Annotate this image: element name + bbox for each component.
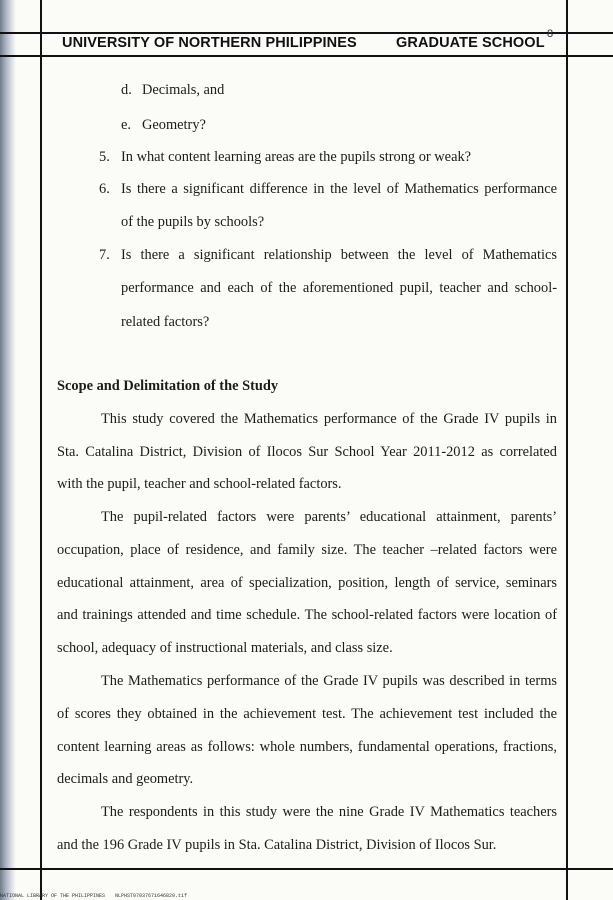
frame-right-border (566, 0, 568, 900)
library-name: NATIONAL LIBRARY OF THE PHILIPPINES (0, 893, 106, 899)
paragraph-4-line-2: and the 196 Grade IV pupils in Sta. Catalina District, Division of Ilocos Sur. (57, 837, 497, 853)
question-number-5: 5. (99, 149, 110, 165)
paragraph-2-line-3: educational attainment, area of specialization, position, length of service, seminars (57, 575, 557, 591)
frame-left-border (40, 0, 42, 900)
section-heading: Scope and Delimitation of the Study (57, 378, 279, 394)
paragraph-3-line-2: of scores they obtained in the achievement test. The achievement test included the (57, 706, 557, 722)
paragraph-3-line-1: The Mathematics performance of the Grade IV pupils was described in terms (101, 673, 557, 689)
list-item-d: Decimals, and (142, 82, 225, 98)
question-number-7: 7. (99, 247, 110, 263)
scan-footer (0, 893, 613, 900)
question-7-line-3: related factors? (121, 314, 210, 330)
paragraph-2-line-4: and trainings attended and time schedule. The school-related factors were location of (57, 607, 557, 623)
university-name: UNIVERSITY OF NORTHERN PHILIPPINES (62, 35, 357, 51)
footer-rule (0, 868, 613, 870)
paragraph-1-line-3: with the pupil, teacher and school-related factors. (57, 476, 342, 492)
list-item-e: Geometry? (142, 117, 206, 133)
header-underline (0, 55, 613, 57)
list-marker-e: e. (121, 117, 131, 133)
paragraph-3-line-3: content learning areas as follows: whole numbers, fundamental operations, fractions, (57, 739, 557, 755)
paragraph-2-line-1: The pupil-related factors were parents’ educational attainment, parents’ (101, 509, 557, 525)
question-5-line-1: In what content learning areas are the pupils strong or weak? (121, 149, 472, 165)
header-rule (0, 32, 613, 34)
paragraph-2-line-2: occupation, place of residence, and family size. The teacher –related factors were (57, 542, 557, 558)
scanner-shadow (0, 0, 16, 900)
question-6-line-2: of the pupils by schools? (121, 214, 265, 230)
paragraph-1-line-1: This study covered the Mathematics performance of the Grade IV pupils in (101, 411, 557, 427)
page-header (62, 35, 562, 53)
school-name: GRADUATE SCHOOL (396, 35, 545, 51)
page-number: 8 (547, 28, 554, 40)
list-marker-d: d. (121, 82, 132, 98)
question-7-line-2: performance and each of the aforementioned pupil, teacher and school- (121, 280, 557, 296)
file-code: NLPHST07037671646820.tif (115, 893, 188, 899)
question-number-6: 6. (99, 181, 110, 197)
paragraph-2-line-5: school, adequacy of instructional materials, and class size. (57, 640, 393, 656)
paragraph-4-line-1: The respondents in this study were the nine Grade IV Mathematics teachers (101, 804, 557, 820)
question-7-line-1: Is there a significant relationship between the level of Mathematics (121, 247, 557, 263)
question-6-line-1: Is there a significant difference in the level of Mathematics performance (121, 181, 557, 197)
paragraph-1-line-2: Sta. Catalina District, Division of Ilocos Sur School Year 2011-2012 as correlated (57, 444, 557, 460)
paragraph-3-line-4: decimals and geometry. (57, 771, 194, 787)
